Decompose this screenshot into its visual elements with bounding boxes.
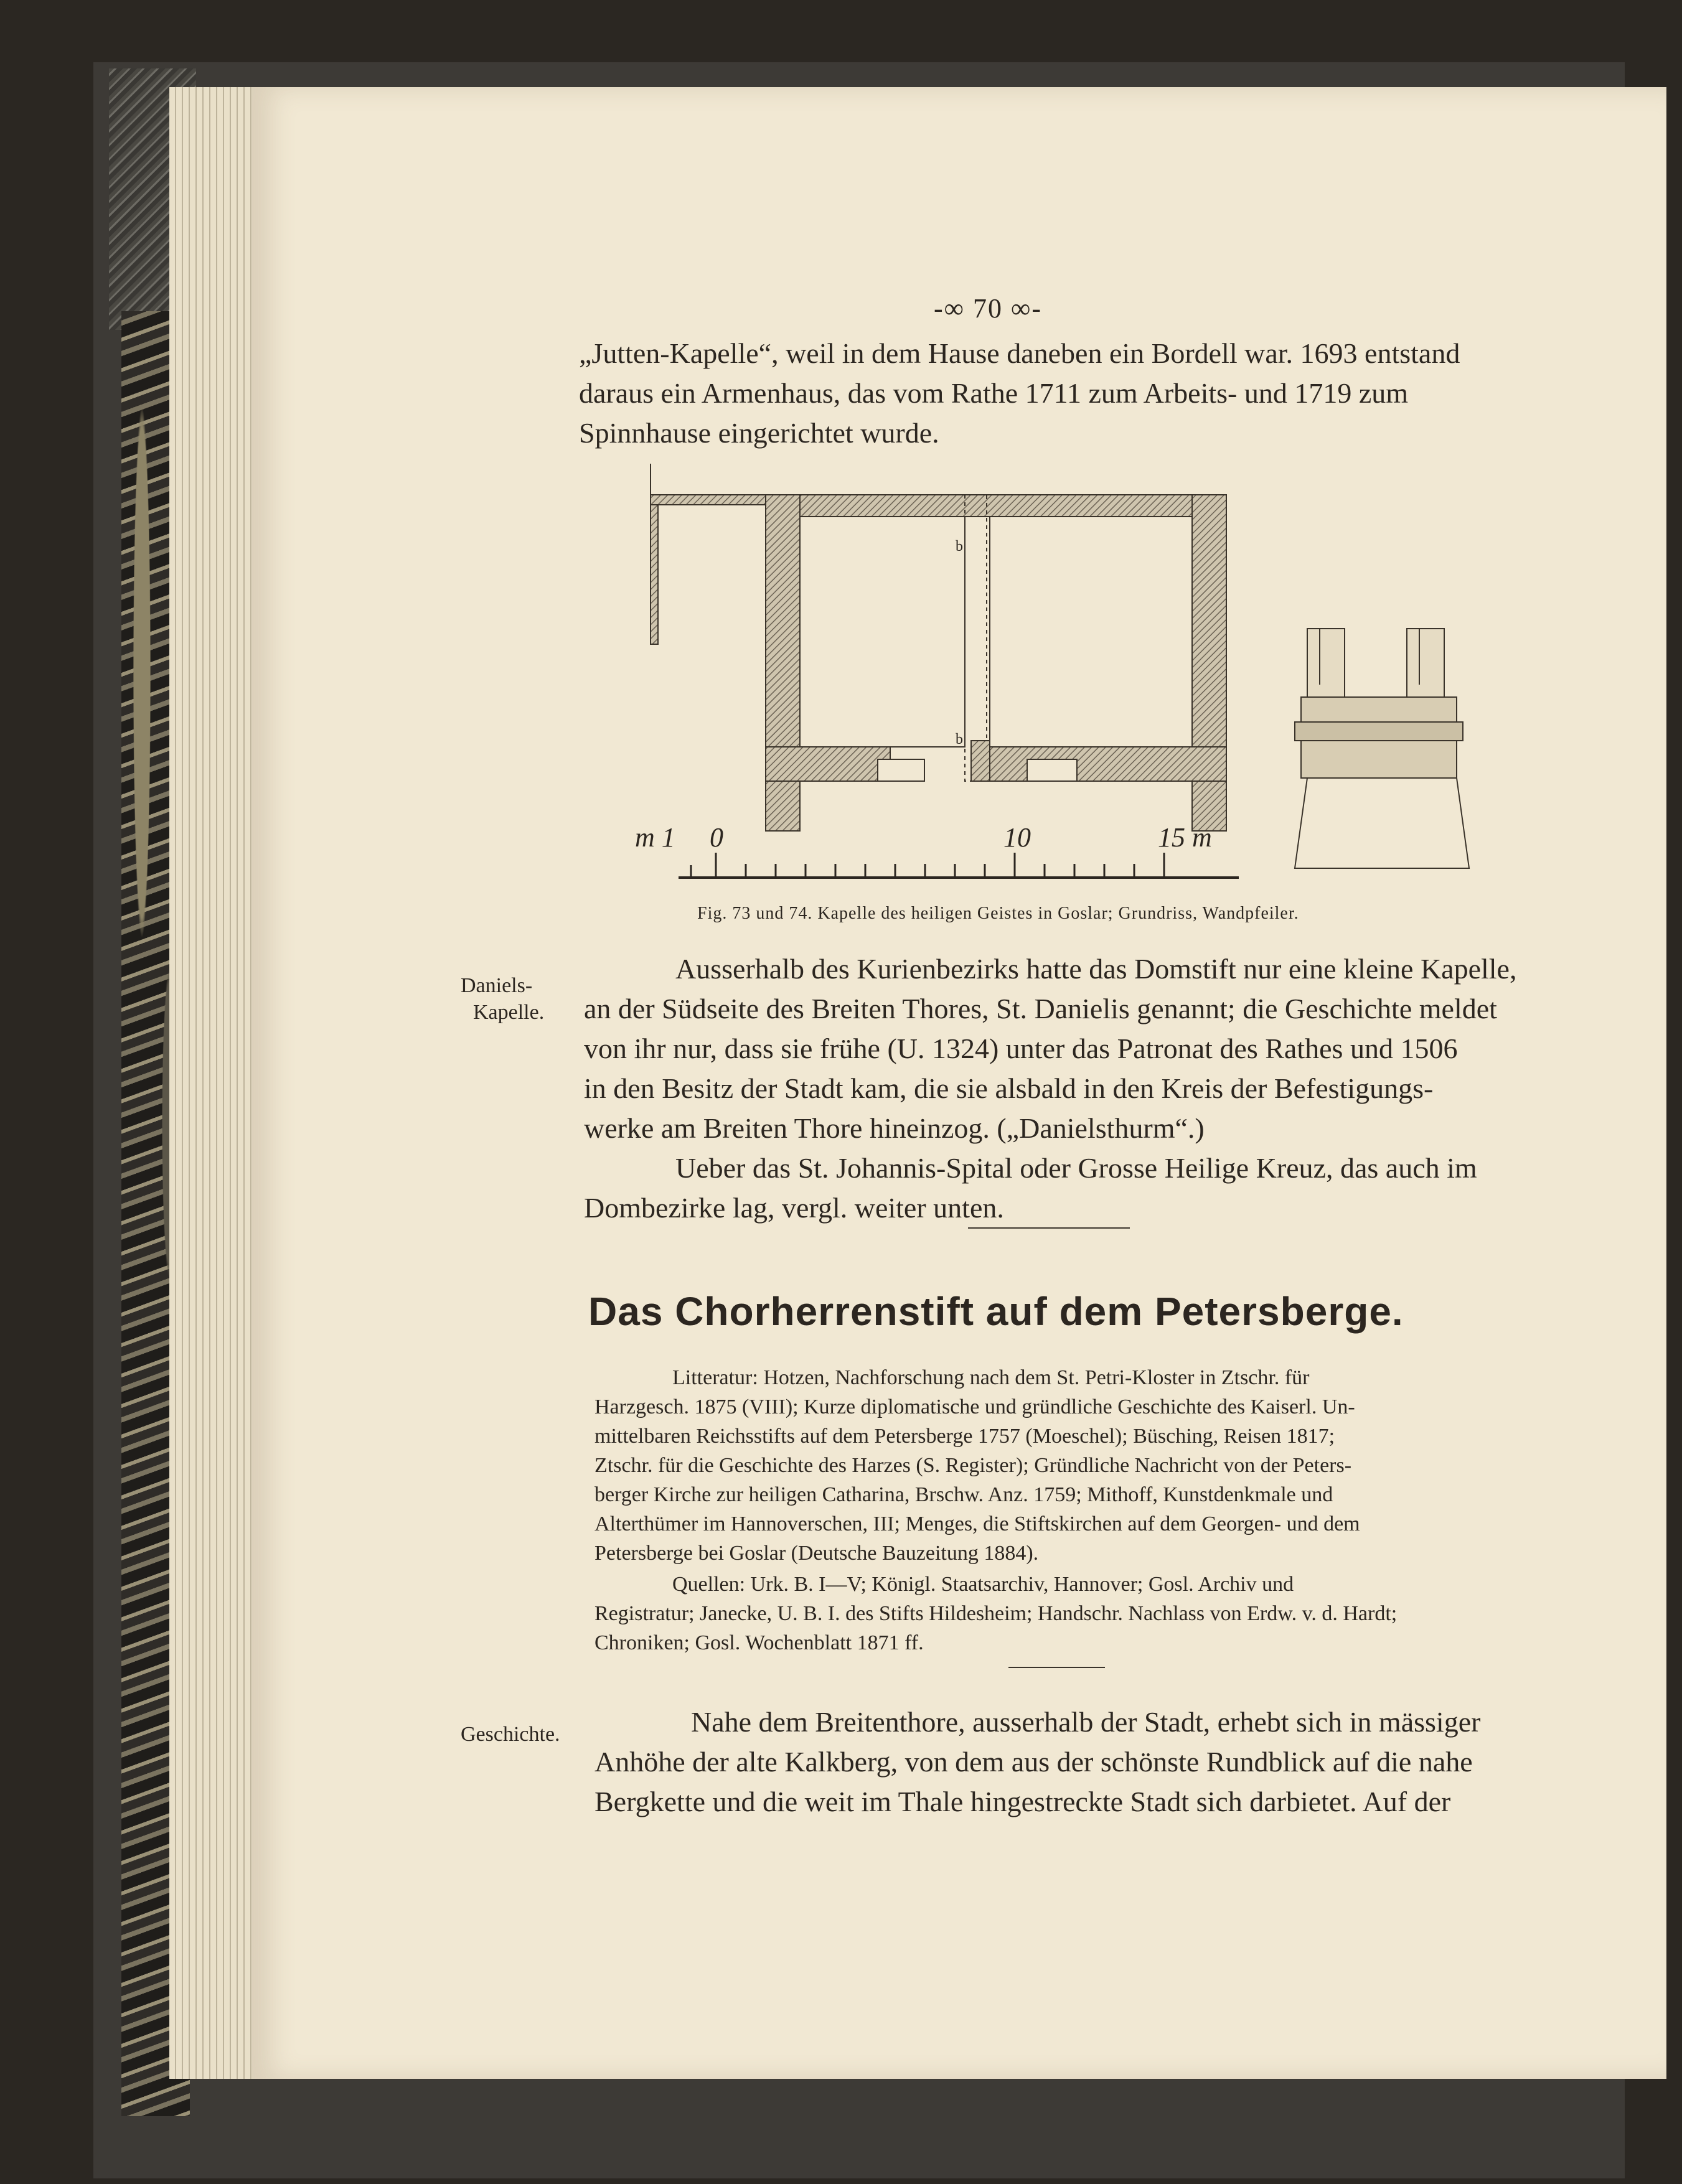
literature-line: Harzgesch. 1875 (VIII); Kurze diplomatische und gründliche Geschichte des Kaiserl. Un- bbox=[594, 1395, 1355, 1418]
wall-pillar bbox=[1289, 622, 1482, 884]
daniels-line: Ausserhalb des Kurienbezirks hatte das Domstift nur eine kleine Kapelle, bbox=[675, 953, 1517, 985]
history-line: Anhöhe der alte Kalkberg, von dem aus der schönste Rundblick auf die nahe bbox=[594, 1746, 1473, 1778]
sources-line: Registratur; Janecke, U. B. I. des Stifts Hildesheim; Handschr. Nachlass von Erdw. v. d. Hardt; bbox=[594, 1602, 1398, 1625]
literature-line: Litteratur: Hotzen, Nachforschung nach dem St. Petri-Kloster in Ztschr. für bbox=[672, 1366, 1310, 1389]
history-line: Nahe dem Breitenthore, ausserhalb der Stadt, erhebt sich in mässiger bbox=[691, 1706, 1481, 1738]
section-heading: Das Chorherrenstift auf dem Petersberge. bbox=[588, 1289, 1404, 1334]
margin-note-daniels: Daniels- bbox=[461, 974, 533, 997]
daniels-line: von ihr nur, dass sie frühe (U. 1324) unter das Patronat des Rathes und 1506 bbox=[584, 1033, 1458, 1064]
daniels-line: an der Südseite des Breiten Thores, St. Danielis genannt; die Geschichte meldet bbox=[584, 993, 1497, 1024]
scale-label-end: 15 m bbox=[1158, 822, 1212, 853]
literature-line: Ztschr. für die Geschichte des Harzes (S. Register); Gründliche Nachricht von der Peters- bbox=[594, 1454, 1352, 1477]
daniels-line: in den Besitz der Stadt kam, die sie alsbald in den Kreis der Befestigungs- bbox=[584, 1072, 1434, 1104]
page-ornament-left: -∞ bbox=[934, 293, 966, 324]
daniels-line: werke am Breiten Thore hineinzog. („Danielsthurm“.) bbox=[584, 1112, 1205, 1144]
sources-line: Chroniken; Gosl. Wochenblatt 1871 ff. bbox=[594, 1631, 924, 1654]
scale-label-zero: 0 bbox=[710, 822, 723, 853]
plan-mark-b: b bbox=[956, 538, 963, 555]
history-line: Bergkette und die weit im Thale hingestreckte Stadt sich darbietet. Auf der bbox=[594, 1786, 1451, 1817]
figure-caption: Fig. 73 und 74. Kapelle des heiligen Geistes in Goslar; Grundriss, Wandpfeiler. bbox=[697, 904, 1299, 923]
daniels-line: Dombezirke lag, vergl. weiter unten. bbox=[584, 1192, 1004, 1224]
plan-mark-b: b bbox=[956, 731, 963, 748]
intro-line: „Jutten-Kapelle“, weil in dem Hause daneben ein Bordell war. 1693 entstand bbox=[579, 337, 1460, 369]
page-number: 70 bbox=[973, 293, 1003, 324]
margin-note-geschichte: Geschichte. bbox=[461, 1723, 560, 1746]
intro-line: daraus ein Armenhaus, das vom Rathe 1711 zum Arbeits- und 1719 zum bbox=[579, 377, 1409, 409]
section-divider bbox=[1008, 1667, 1105, 1668]
daniels-line: Ueber das St. Johannis-Spital oder Grosse Heilige Kreuz, das auch im bbox=[675, 1152, 1477, 1184]
literature-line: Alterthümer im Hannoverschen, III; Menges, die Stiftskirchen auf dem Georgen- und dem bbox=[594, 1512, 1360, 1535]
sources-line: Quellen: Urk. B. I—V; Königl. Staatsarchiv, Hannover; Gosl. Archiv und bbox=[672, 1573, 1294, 1596]
page-number-line bbox=[934, 293, 1042, 324]
floor-plan bbox=[651, 464, 1226, 831]
section-divider bbox=[968, 1227, 1130, 1229]
scale-label-unit: m 1 bbox=[635, 822, 675, 853]
literature-line: berger Kirche zur heiligen Catharina, Brschw. Anz. 1759; Mithoff, Kunstdenkmale und bbox=[594, 1483, 1333, 1506]
margin-note-daniels: Kapelle. bbox=[473, 1001, 545, 1024]
literature-line: mittelbaren Reichsstifts auf dem Petersberge 1757 (Moeschel); Büsching, Reisen 1817; bbox=[594, 1425, 1335, 1448]
intro-line: Spinnhause eingerichtet wurde. bbox=[579, 417, 939, 449]
scale-label-mid: 10 bbox=[1003, 822, 1031, 853]
literature-line: Petersberge bei Goslar (Deutsche Bauzeitung 1884). bbox=[594, 1542, 1039, 1565]
page-ornament-right: ∞- bbox=[1011, 293, 1043, 324]
